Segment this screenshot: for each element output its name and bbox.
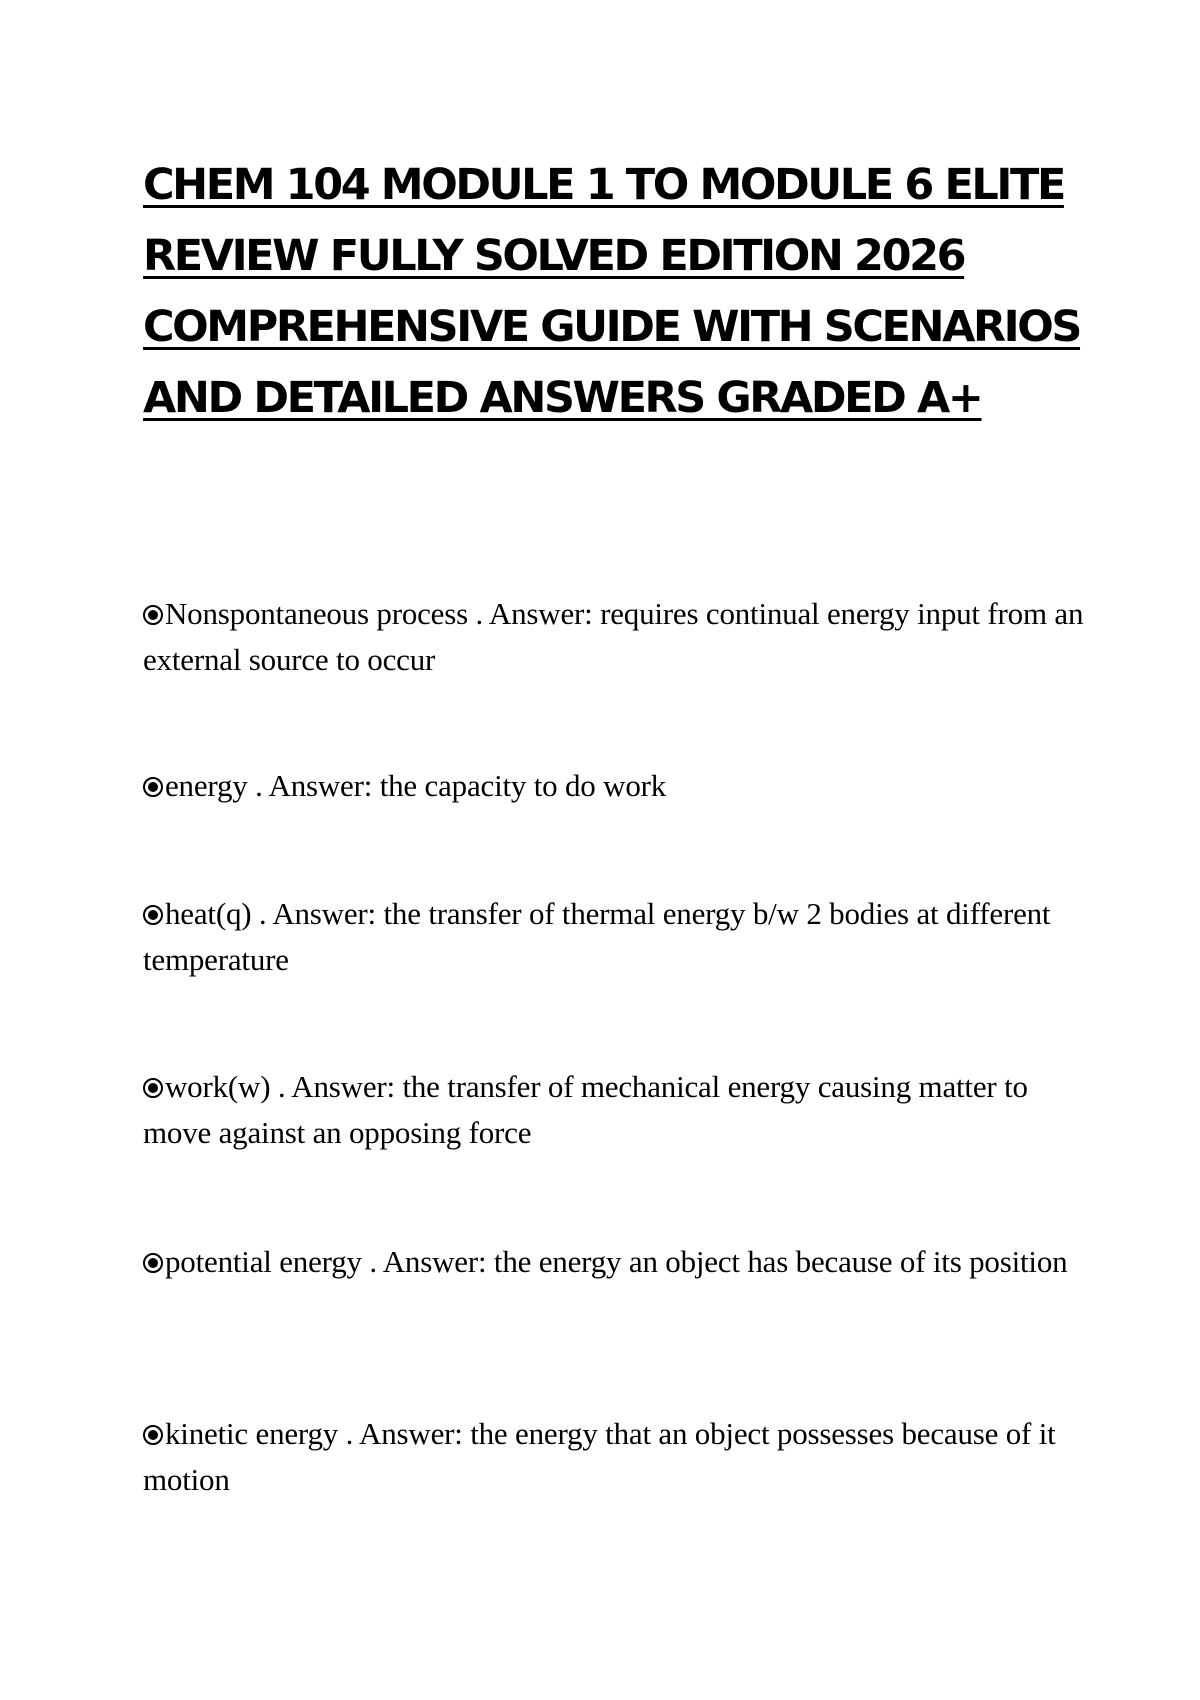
qa-item-kinetic-energy <box>143 1411 1088 1503</box>
qa-item-text: Nonspontaneous process . Answer: requires continual energy input from an external source to occur <box>143 596 1084 677</box>
radio-bullet-icon <box>143 605 163 625</box>
radio-bullet-icon <box>143 905 163 925</box>
qa-item-text: potential energy . Answer: the energy an object has because of its position <box>165 1244 1068 1279</box>
title-line: COMPREHENSIVE GUIDE WITH SCENARIOS <box>143 302 1081 352</box>
qa-item-text: heat(q) . Answer: the transfer of thermal energy b/w 2 bodies at different temperature <box>143 896 1051 977</box>
qa-item-nonspontaneous-process <box>143 591 1088 683</box>
title-line: AND DETAILED ANSWERS GRADED A+ <box>143 373 982 423</box>
qa-item-potential-energy <box>143 1239 1088 1285</box>
title-line: CHEM 104 MODULE 1 TO MODULE 6 ELITE <box>143 160 1064 210</box>
qa-item-energy <box>143 763 1088 809</box>
radio-bullet-icon <box>143 1425 163 1445</box>
radio-bullet-icon <box>143 1078 163 1098</box>
qa-item-text: kinetic energy . Answer: the energy that an object possesses because of it motion <box>143 1416 1056 1497</box>
qa-item-heat <box>143 891 1088 983</box>
qa-item-text: work(w) . Answer: the transfer of mechanical energy causing matter to move against an opposing force <box>143 1069 1028 1150</box>
qa-item-work <box>143 1064 1088 1156</box>
title-line: REVIEW FULLY SOLVED EDITION 2026 <box>143 231 965 281</box>
radio-bullet-icon <box>143 1253 163 1273</box>
radio-bullet-icon <box>143 777 163 797</box>
qa-item-text: energy . Answer: the capacity to do work <box>165 768 667 803</box>
document-title <box>143 150 1081 434</box>
